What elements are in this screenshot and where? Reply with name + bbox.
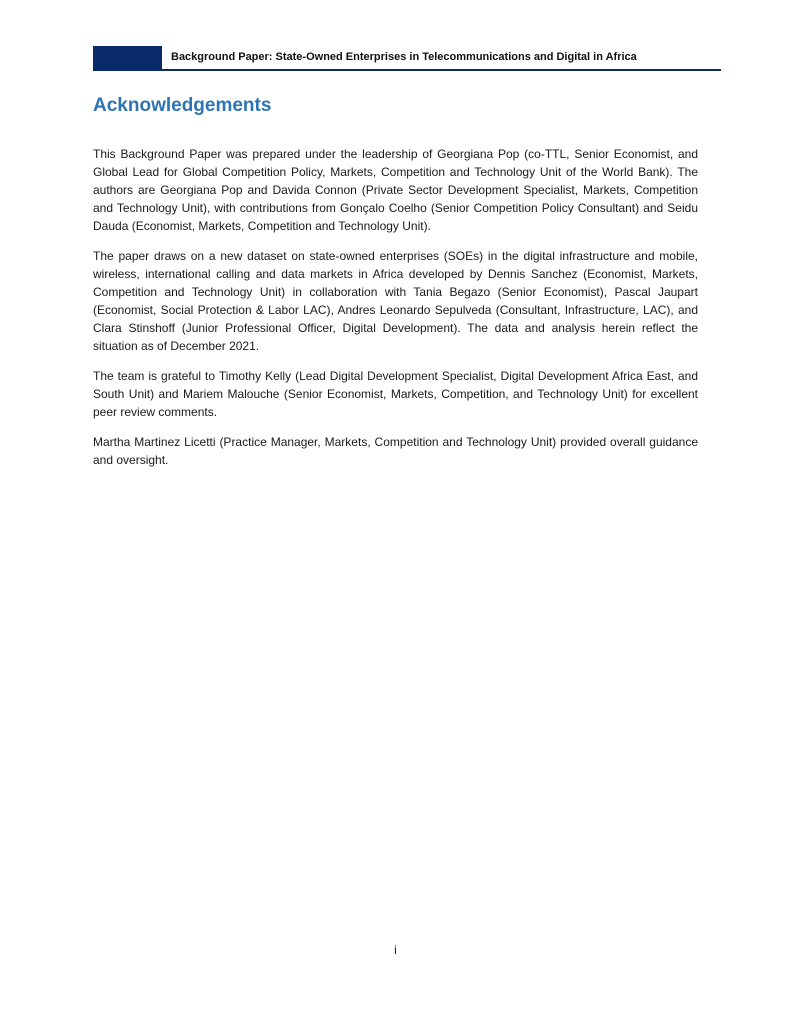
running-header-title: Background Paper: State-Owned Enterprises in Telecommunications and Digital in Africa [171, 51, 637, 63]
header-accent-block [93, 46, 162, 69]
acknowledgements-body [93, 145, 698, 481]
header-rule [93, 69, 721, 71]
paragraph: Martha Martinez Licetti (Practice Manager, Markets, Competition and Technology Unit) provided overall guidance and oversight. [93, 435, 698, 467]
paragraph: The paper draws on a new dataset on state-owned enterprises (SOEs) in the digital infrastructure and mobile, wireless, international calling and data markets in Africa developed by Dennis Sanchez (Economist, Markets, Competition and Technology Unit) in collaboration with Tania Begazo (Senior Economist), Pascal Jaupart (Economist, Social Protection & Labor LAC), Andres Leonardo Sepulveda (Consultant, Infrastructure, LAC), and Clara Stinshoff (Junior Professional Officer, Digital Development). The data and analysis herein reflect the situation as of December 2021. [93, 249, 698, 353]
page-title: Acknowledgements [93, 95, 272, 116]
paragraph: The team is grateful to Timothy Kelly (Lead Digital Development Specialist, Digital Development Africa East, and South Unit) and Mariem Malouche (Senior Economist, Markets, Competition, and Technology Unit) for excellent peer review comments. [93, 369, 698, 419]
page-number: i [394, 943, 397, 957]
paragraph: This Background Paper was prepared under the leadership of Georgiana Pop (co-TTL, Senior Economist, and Global Lead for Global Competition Policy, Markets, Competition and Technology Unit of the World Bank). The authors are Georgiana Pop and Davida Connon (Private Sector Development Specialist, Markets, Competition and Technology Unit), with contributions from Gonçalo Coelho (Senior Competition Policy Consultant) and Seidu Dauda (Economist, Markets, Competition and Technology Unit). [93, 147, 698, 233]
